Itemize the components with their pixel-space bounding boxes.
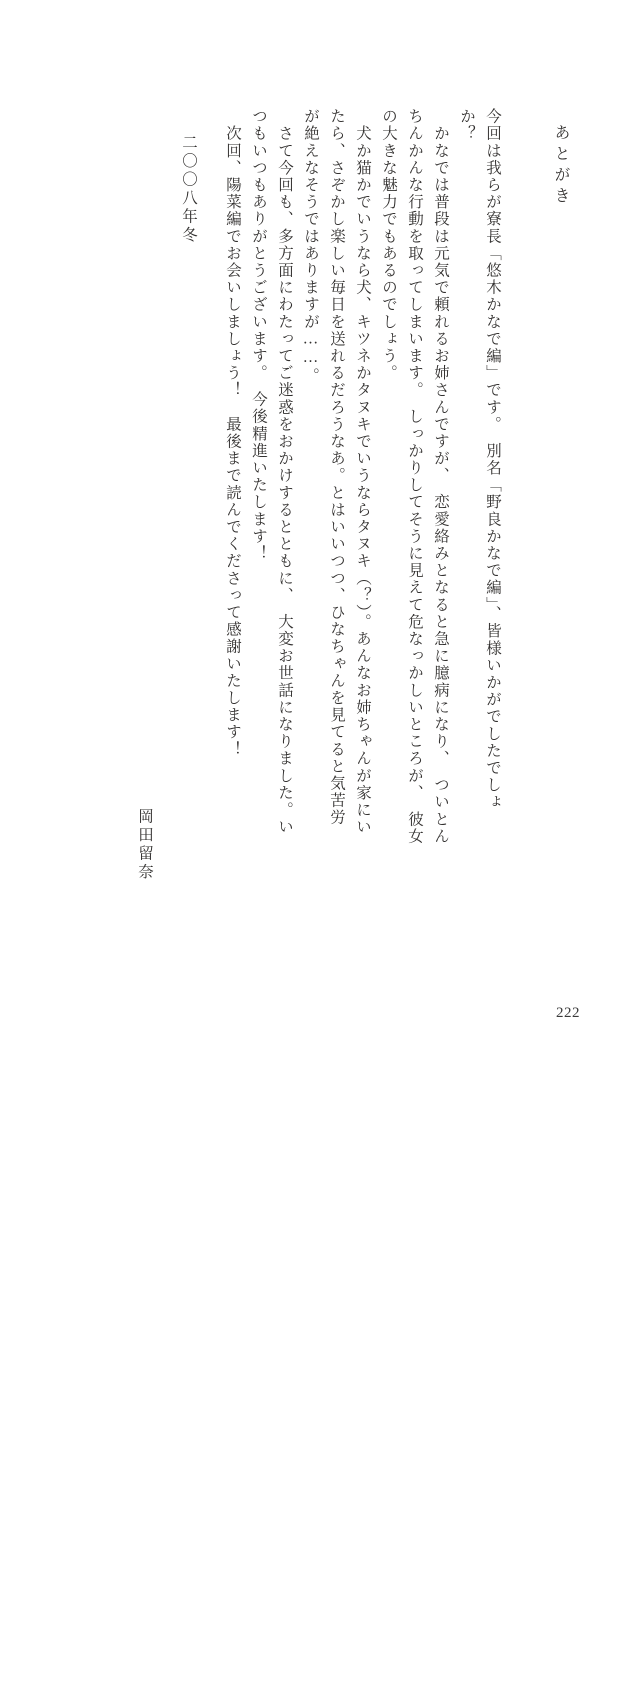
body-column-7: たら、さぞかし楽しい毎日を送れるだろうなあ。とはいいつつ、ひなちゃんを見てると気苦労: [328, 108, 345, 827]
page-number: 222: [556, 1005, 580, 1021]
body-column-4: ちんかんな行動を取ってしまいます。 しっかりしてそうに見えて危なっかしいところが、 彼女: [406, 108, 423, 845]
body-column-5: の大きな魅力でもあるのでしょう。: [380, 108, 397, 382]
publication-date: 二〇〇八年冬: [180, 134, 197, 245]
body-column-9: さて今回も、多方面にわたってご迷惑をおかけするとともに、 大変お世話になりました。い: [276, 108, 293, 836]
body-column-1: 今回は我らが寮長「悠木かなで編」です。 別名「野良かなで編」、皆様いかがでしたでしょ: [484, 108, 501, 811]
body-column-8: が絶えなそうではありますが……。: [302, 108, 319, 385]
date-spacer: [196, 108, 214, 109]
vertical-text-body: [60, 108, 568, 988]
body-column-3: かなでは普段は元気で頼れるお姉さんですが、 恋愛絡みとなると急に臆病になり、 ついとん: [432, 108, 449, 845]
heading-spacer: [500, 108, 542, 109]
body-column-10: つもいつもありがとうございます。 今後精進いたします！: [250, 108, 267, 562]
body-column-11: 次回、陽菜編でお会いしましょう！ 最後まで読んでくださって感謝いたします！: [224, 108, 241, 758]
afterword-heading: あとがき: [552, 124, 569, 208]
body-column-2: か？: [458, 108, 475, 143]
author-spacer: [152, 108, 170, 109]
author-name: 岡田留奈: [136, 808, 153, 882]
body-column-6: 犬か猫かでいうなら犬、キツネかタヌキでいうならタヌキ（？）。あんなお姉ちゃんが家にい: [354, 108, 371, 836]
